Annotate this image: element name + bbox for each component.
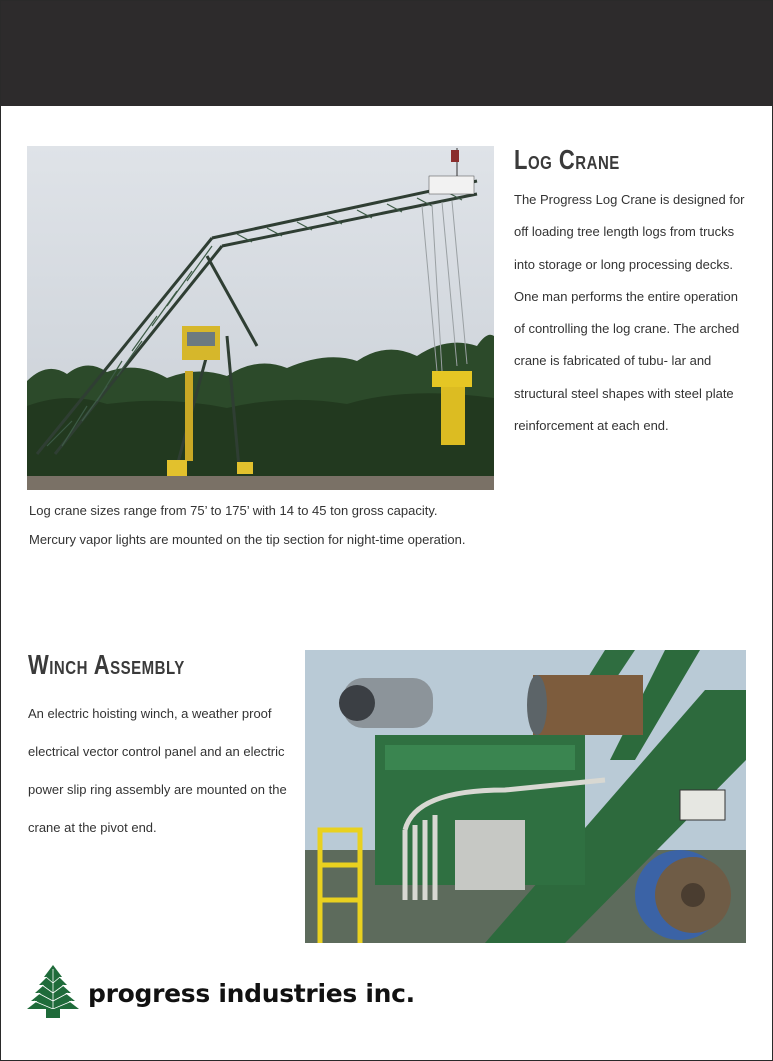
caption-line-2: Mercury vapor lights are mounted on the tip section for night-time operation.	[29, 532, 466, 547]
company-name: progress industries inc.	[88, 979, 415, 1008]
log-crane-photo	[27, 146, 494, 490]
header-band	[1, 1, 772, 106]
winch-assembly-description: An electric hoisting winch, a weather proof electrical vector control panel and an electric power slip ring assembly are mounted on the crane at the pivot end.	[28, 706, 287, 835]
caption-line-1: Log crane sizes range from 75’ to 175’ with 14 to 45 ton gross capacity.	[29, 503, 438, 518]
progress-industries-logo	[26, 963, 426, 1019]
log-crane-caption	[29, 496, 499, 554]
log-crane-description: The Progress Log Crane is designed for off loading tree length logs from trucks into storage or long processing decks. One man performs the entire operation of controlling the log crane. The arched crane is fabricated of tubu- lar and structural steel shapes with steel plate reinforcement at each end.	[514, 192, 745, 434]
log-crane-title: Log Crane	[514, 144, 620, 176]
winch-assembly-title: Winch Assembly	[28, 649, 185, 681]
pine-tree-icon	[26, 963, 80, 1019]
winch-assembly-photo	[305, 650, 746, 943]
